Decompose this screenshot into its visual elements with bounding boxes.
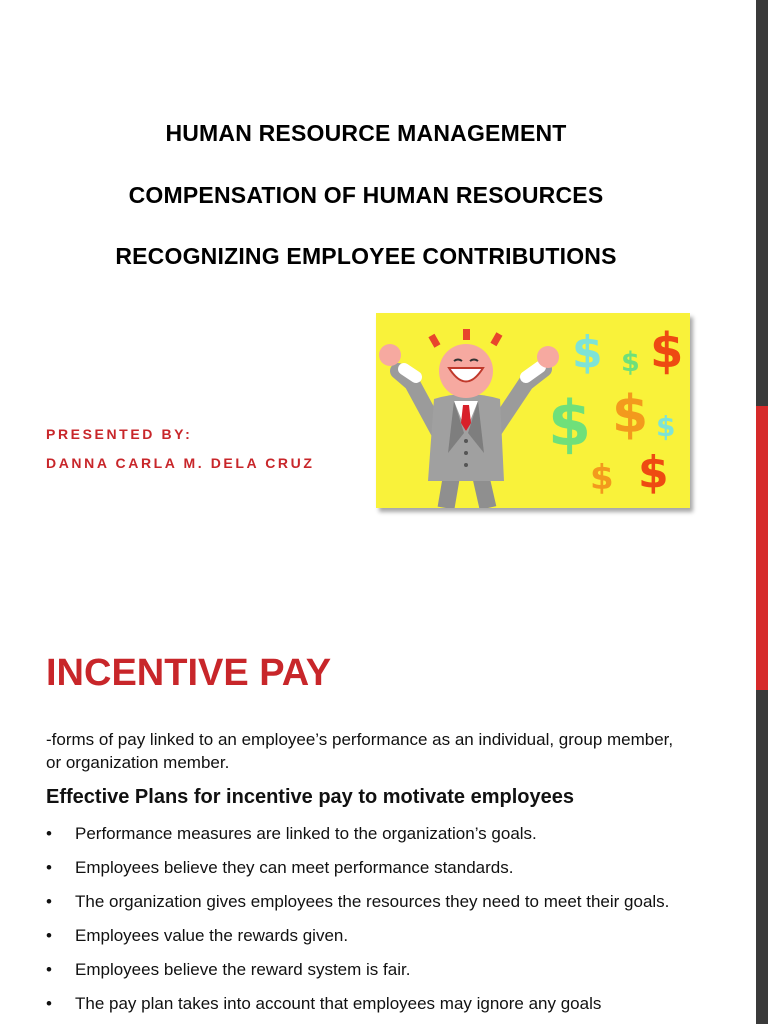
dollar-sign: $	[572, 327, 603, 378]
incentive-pay-definition: -forms of pay linked to an employee’s performance as an individual, group member, or organization member.	[46, 730, 674, 772]
dollar-sign: $	[612, 385, 649, 445]
slide-title-line-3: RECOGNIZING EMPLOYEE CONTRIBUTIONS	[115, 243, 617, 269]
businessman-illustration	[376, 313, 566, 508]
list-item: • Employees believe the reward system is fair.	[46, 958, 686, 981]
happy-businessman-money-image	[376, 313, 690, 508]
slide-title-line-2: COMPENSATION OF HUMAN RESOURCES	[128, 182, 604, 208]
slide-heading: INCENTIVE PAY	[46, 652, 332, 694]
list-item: • Performance measures are linked to the organization’s goals.	[46, 822, 686, 845]
list-item: • The organization gives employees the resources they need to meet their goals.	[46, 890, 686, 913]
presenter-name: DANNA CARLA M. DELA CRUZ	[46, 455, 315, 471]
effective-plans-subheading: Effective Plans for incentive pay to motivate employees	[46, 786, 574, 808]
dollar-sign: $	[548, 387, 592, 460]
dollar-sign: $	[650, 323, 684, 379]
sidebar-dark-strip-lower	[756, 690, 768, 1024]
slide-title-line-1: HUMAN RESOURCE MANAGEMENT	[165, 120, 567, 146]
effective-plans-list	[46, 822, 686, 1026]
sidebar-red-strip	[756, 406, 768, 690]
dollar-sign: $	[656, 410, 676, 443]
dollar-sign: $	[590, 458, 614, 498]
dollar-sign: $	[638, 447, 669, 498]
list-item: • Employees believe they can meet performance standards.	[46, 856, 686, 879]
list-item: • Employees value the rewards given.	[46, 924, 686, 947]
list-item: • The pay plan takes into account that employees may ignore any goals	[46, 992, 686, 1015]
dollar-sign: $	[621, 347, 640, 378]
presented-by-label: PRESENTED BY:	[46, 426, 193, 442]
sidebar-dark-strip	[756, 0, 768, 406]
